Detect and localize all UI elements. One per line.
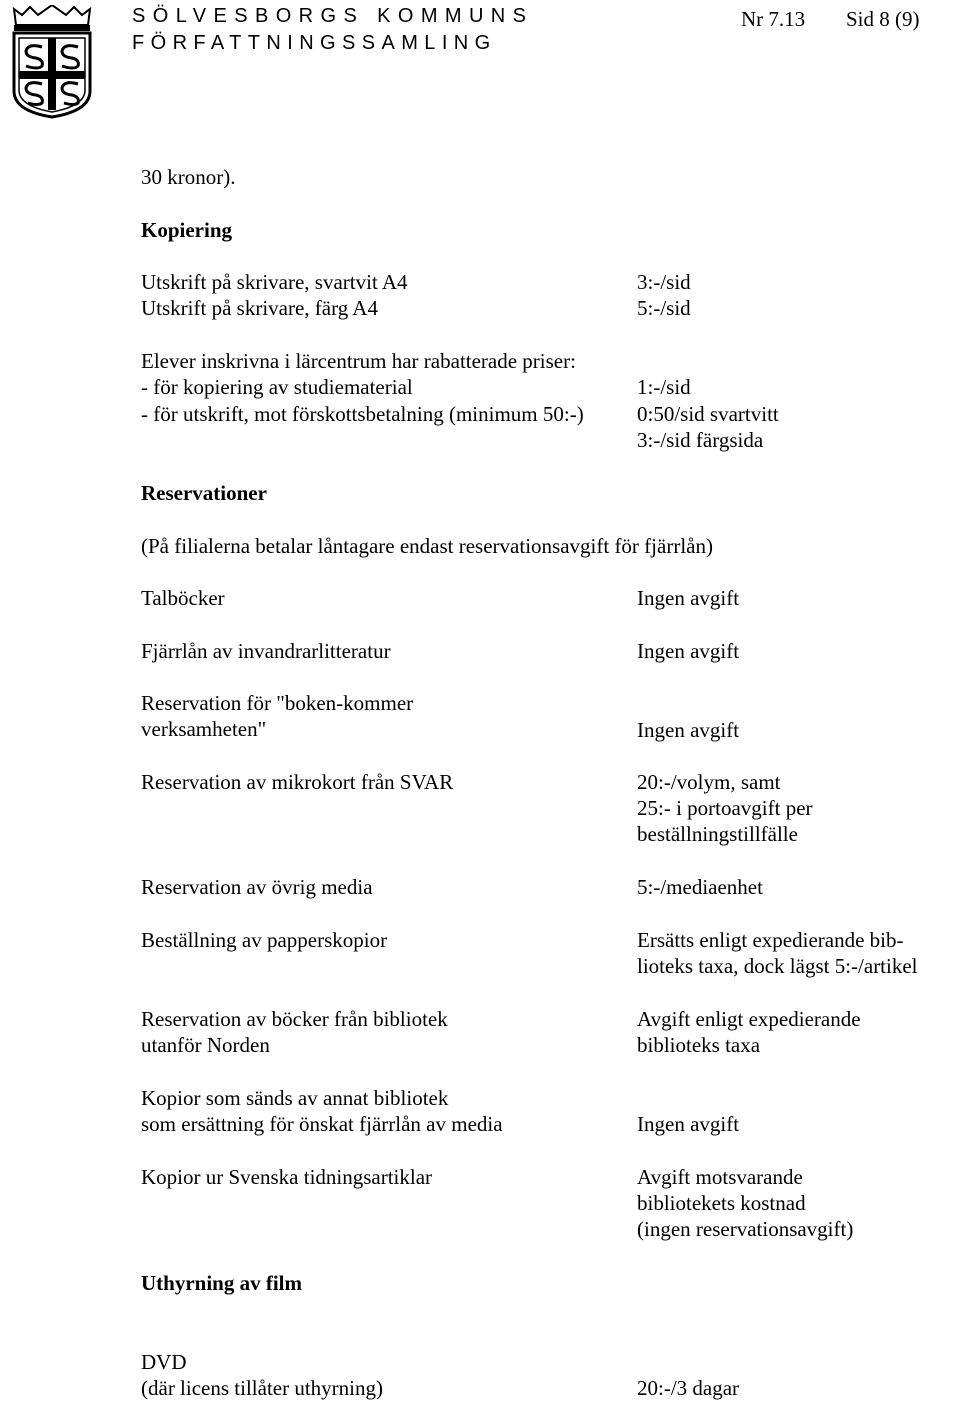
intro-text: 30 kronor). [141, 165, 236, 189]
student-print-label: - för utskrift, mot förskottsbetalning (minimum 50:-) [141, 402, 584, 426]
fee-row-label: Kopior som sänds av annat bibliotek som ersättning för önskat fjärrlån av media [141, 1086, 503, 1136]
fee-row-price: Ersätts enligt expedierande bib- lioteks taxa, dock lägst 5:-/artikel [637, 928, 918, 978]
print-color-price: 5:-/sid [637, 296, 691, 320]
fee-row-label: Beställning av papperskopior [141, 928, 388, 952]
student-copy-label: - för kopiering av studiematerial [141, 375, 413, 399]
fee-row-price: 20:-/volym, samt 25:- i portoavgift per beställningstillfälle [637, 770, 813, 846]
fee-row-price: 5:-/mediaenhet [637, 875, 763, 899]
section-heading-kopiering: Kopiering [141, 218, 233, 242]
fee-row-price: Ingen avgift [637, 718, 740, 742]
fee-row-price: Ingen avgift [637, 586, 740, 610]
document-number: Nr 7.13 [741, 7, 806, 31]
fee-row-price: Ingen avgift [637, 1112, 740, 1136]
reservation-note: (På filialerna betalar låntagare endast reservationsavgift för fjärrlån) [141, 534, 713, 558]
page-number: Sid 8 (9) [846, 7, 920, 31]
fee-row-label: Reservation för "boken-kommer verksamheten" [141, 691, 414, 741]
fee-row-label: Reservation av mikrokort från SVAR [141, 770, 454, 794]
header-title-line1: SÖLVESBORGS KOMMUNS [132, 5, 534, 27]
municipal-crest-logo [8, 5, 96, 120]
fee-row-label: Reservation av böcker från bibliotek utanför Norden [141, 1007, 448, 1057]
fee-row-label: Reservation av övrig media [141, 875, 373, 899]
dvd-label: DVD (där licens tillåter uthyrning) [141, 1350, 384, 1400]
student-copy-price: 1:-/sid [637, 375, 691, 399]
fee-row-price: Ingen avgift [637, 639, 740, 663]
student-print-price-bw: 0:50/sid svartvitt [637, 402, 779, 426]
section-heading-film: Uthyrning av film [141, 1271, 303, 1295]
student-discount-note: Elever inskrivna i lärcentrum har rabatterade priser: [141, 349, 576, 373]
fee-row-price: Avgift motsvarande bibliotekets kostnad (ingen reservationsavgift) [637, 1165, 854, 1241]
print-color-label: Utskrift på skrivare, färg A4 [141, 296, 378, 320]
fee-row-label: Talböcker [141, 586, 225, 610]
print-bw-label: Utskrift på skrivare, svartvit A4 [141, 270, 408, 294]
print-bw-price: 3:-/sid [637, 270, 691, 294]
fee-row-label: Kopior ur Svenska tidningsartiklar [141, 1165, 433, 1189]
student-print-price-color: 3:-/sid färgsida [637, 428, 764, 452]
header-title-line2: FÖRFATTNINGSSAMLING [132, 32, 497, 54]
fee-row-price: Avgift enligt expedierande biblioteks taxa [637, 1007, 861, 1057]
dvd-price: 20:-/3 dagar [637, 1376, 740, 1400]
section-heading-reservationer: Reservationer [141, 481, 267, 505]
fee-row-label: Fjärrlån av invandrarlitteratur [141, 639, 391, 663]
